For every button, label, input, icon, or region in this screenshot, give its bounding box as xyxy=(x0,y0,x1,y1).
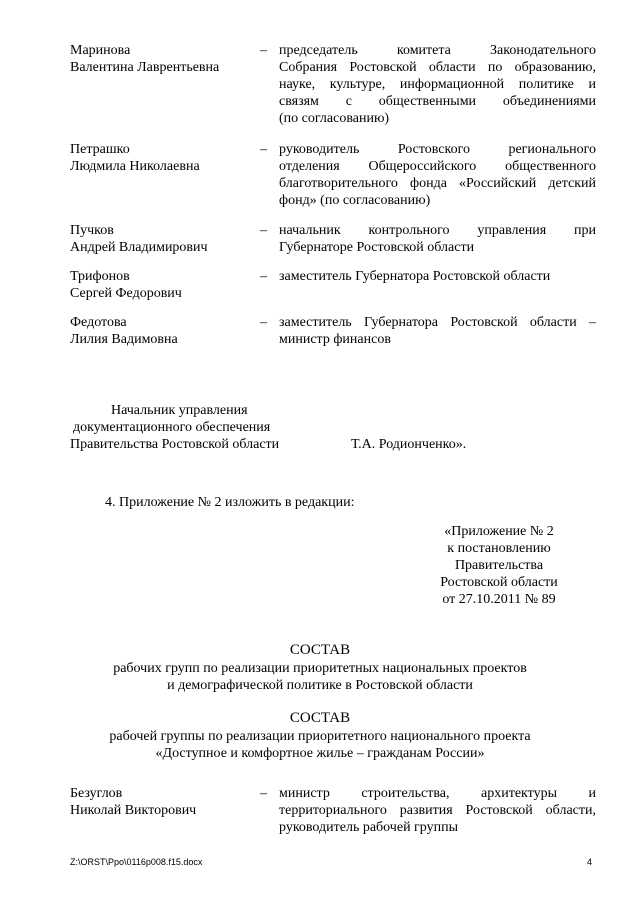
composition-heading-groups xyxy=(60,640,580,694)
role-line: науке, культуре, информационной политике и xyxy=(279,77,596,92)
member-dash: – xyxy=(260,315,267,330)
member-given-names: Николай Викторович xyxy=(70,803,197,818)
member-surname: Петрашко xyxy=(70,142,130,157)
member-surname: Пучков xyxy=(70,223,114,238)
composition-subtitle-line: «Доступное и комфортное жилье – гражданам России» xyxy=(155,746,485,761)
role-line: руководитель Ростовского регионального xyxy=(279,142,596,157)
signatory-name: Т.А. Родионченко». xyxy=(351,437,467,452)
role-line: заместитель Губернатора Ростовской области xyxy=(279,269,551,284)
composition-title: СОСТАВ xyxy=(289,642,351,658)
role-line: министр финансов xyxy=(279,332,391,347)
role-line: заместитель Губернатора Ростовской области – xyxy=(279,315,596,330)
appendix-header xyxy=(416,523,582,608)
member-role xyxy=(279,785,596,836)
member-dash: – xyxy=(260,269,267,284)
role-line: руководитель рабочей группы xyxy=(279,820,459,835)
footer-file-path: Z:\ORST\Ppo\0116p008.f15.docx xyxy=(70,857,203,867)
role-line: территориального развития Ростовской области, xyxy=(279,803,596,818)
member-dash: – xyxy=(260,43,267,58)
amendment-paragraph: 4. Приложение № 2 изложить в редакции: xyxy=(105,495,355,510)
appendix-line: Ростовской области xyxy=(440,575,558,590)
member-given-names: Андрей Владимирович xyxy=(70,240,208,255)
appendix-line: «Приложение № 2 xyxy=(444,524,554,539)
member-role xyxy=(279,222,596,256)
member-surname: Федотова xyxy=(70,315,127,330)
member-given-names: Людмила Николаевна xyxy=(70,159,200,174)
member-name xyxy=(70,141,255,175)
member-name xyxy=(70,222,255,256)
member-dash: – xyxy=(260,223,267,238)
appendix-line: Правительства xyxy=(454,558,544,573)
appendix-line: от 27.10.2011 № 89 xyxy=(442,592,556,607)
member-dash: – xyxy=(260,142,267,157)
role-line: отделения Общероссийского общественного xyxy=(279,159,596,174)
member-dash: – xyxy=(260,786,267,801)
member-given-names: Валентина Лаврентьевна xyxy=(70,60,220,75)
composition-subtitle-line: рабочей группы по реализации приоритетного национального проекта xyxy=(109,729,531,744)
member-surname: Трифонов xyxy=(70,269,130,284)
signature-title-line: Правительства Ростовской области xyxy=(70,437,280,452)
member-surname: Маринова xyxy=(70,43,131,58)
role-line: фонд» (по согласованию) xyxy=(279,193,431,208)
member-role xyxy=(279,268,596,285)
signature-title-line: документационного обеспечения xyxy=(73,420,271,435)
role-line: благотворительного фонда «Российский детский xyxy=(279,176,596,191)
member-given-names: Сергей Федорович xyxy=(70,286,182,301)
role-line: Собрания Ростовской области по образованию, xyxy=(279,60,596,75)
role-line: связям с общественными объединениями xyxy=(279,94,596,109)
member-name xyxy=(70,314,255,348)
member-surname: Безуглов xyxy=(70,786,123,801)
signature-title-line: Начальник управления xyxy=(111,403,248,418)
role-line: начальник контрольного управления при xyxy=(279,223,596,238)
signature-block xyxy=(70,402,490,453)
composition-subtitle-line: рабочих групп по реализации приоритетных национальных проектов xyxy=(113,661,527,676)
role-line: (по согласованию) xyxy=(279,111,390,126)
composition-title: СОСТАВ xyxy=(289,710,351,726)
role-line: председатель комитета Законодательного xyxy=(279,43,596,58)
member-given-names: Лилия Вадимовна xyxy=(70,332,178,347)
appendix-line: к постановлению xyxy=(447,541,551,556)
member-name xyxy=(70,42,255,76)
member-name xyxy=(70,785,255,819)
member-role xyxy=(279,314,596,348)
composition-heading-housing xyxy=(60,708,580,762)
member-role xyxy=(279,42,596,127)
role-line: министр строительства, архитектуры и xyxy=(279,786,596,801)
member-name xyxy=(70,268,255,302)
member-role xyxy=(279,141,596,209)
composition-subtitle-line: и демографической политике в Ростовской области xyxy=(167,678,473,693)
page-number: 4 xyxy=(587,857,593,867)
role-line: Губернаторе Ростовской области xyxy=(279,240,475,255)
